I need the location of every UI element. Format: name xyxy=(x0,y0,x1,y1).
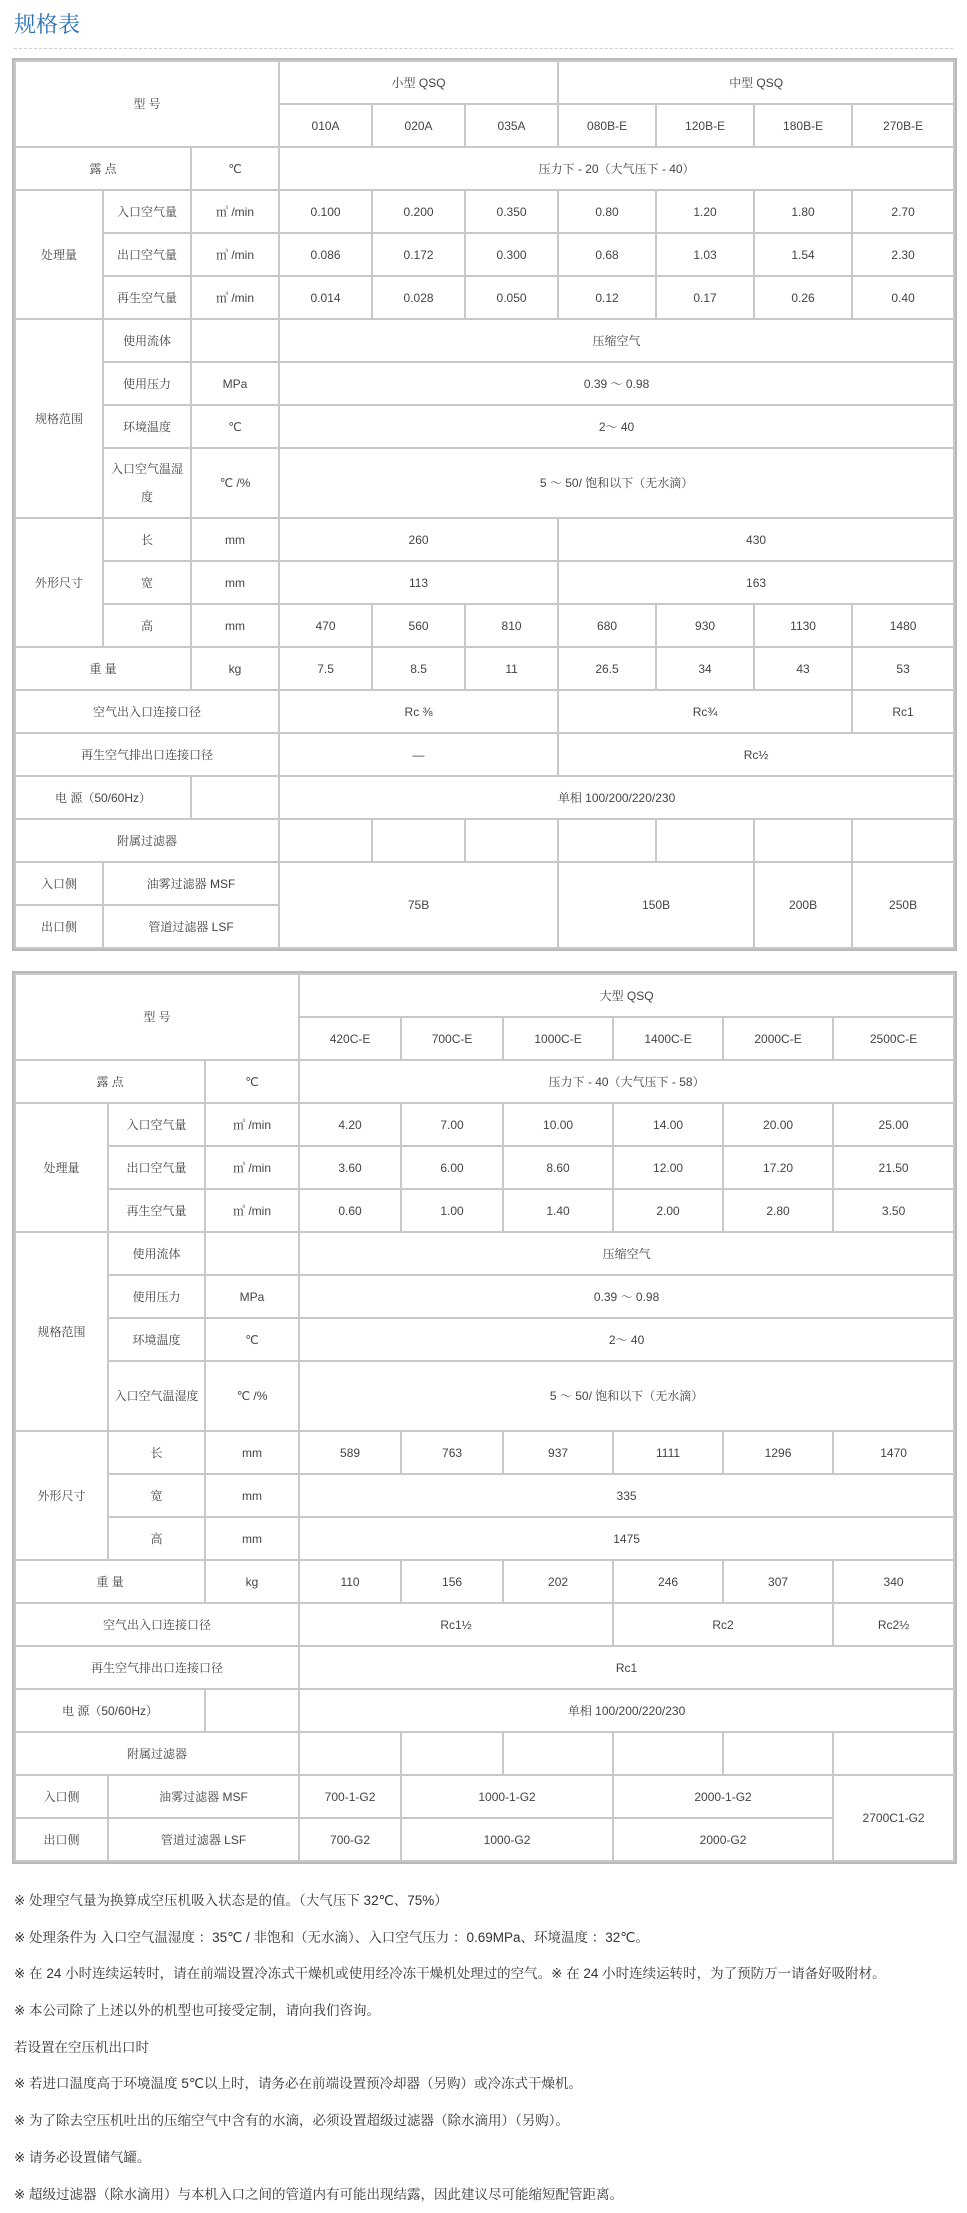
model-label: 型 号 xyxy=(15,974,299,1060)
row-label: 入口空气量 xyxy=(108,1103,205,1146)
cell-value: 2.00 xyxy=(613,1189,723,1232)
pressure-value: 0.39 ～ 0.98 xyxy=(299,1275,954,1318)
row-unit: mm xyxy=(205,1517,299,1560)
cell-value: 1.20 xyxy=(656,190,754,233)
cell-value: 307 xyxy=(723,1560,833,1603)
air-port-label: 空气出入口连接口径 xyxy=(15,1603,299,1646)
cell-value: 1480 xyxy=(852,604,954,647)
air-port-value: Rc2 xyxy=(613,1603,833,1646)
filter-value: 2700C1-G2 xyxy=(833,1775,954,1861)
weight-unit: kg xyxy=(205,1560,299,1603)
row-unit: ℃ xyxy=(205,1318,299,1361)
cell-value: 3.50 xyxy=(833,1189,954,1232)
cell-value: 1.80 xyxy=(754,190,852,233)
cell-value: 21.50 xyxy=(833,1146,954,1189)
cell-value: 20.00 xyxy=(723,1103,833,1146)
cell-value: 0.086 xyxy=(279,233,372,276)
air-port-value: Rc2½ xyxy=(833,1603,954,1646)
row-unit: mm xyxy=(191,561,279,604)
filter-value: 1000-G2 xyxy=(401,1818,613,1861)
model-name: 2500C-E xyxy=(833,1017,954,1060)
weight-label: 重 量 xyxy=(15,647,191,690)
row-label: 出口空气量 xyxy=(108,1146,205,1189)
row-label: 入口空气温湿度 xyxy=(108,1361,205,1431)
cell-value: 0.350 xyxy=(465,190,558,233)
cell-value: 25.00 xyxy=(833,1103,954,1146)
footnote: ※ 超级过滤器（除水滴用）与本机入口之间的管道内有可能出现结露，因此建议尽可能缩短配管距离。 xyxy=(14,2177,954,2213)
outlet-side-label: 出口侧 xyxy=(15,905,103,948)
footnote: ※ 若进口温度高于环境温度 5℃以上时，请务必在前端设置预冷却器（另购）或冷冻式干燥机。 xyxy=(14,2066,954,2103)
power-value: 单相 100/200/220/230 xyxy=(299,1689,954,1732)
row-label: 宽 xyxy=(108,1474,205,1517)
row-unit: MPa xyxy=(205,1275,299,1318)
filter-value: 200B xyxy=(754,862,852,948)
cell-value: 0.12 xyxy=(558,276,656,319)
cell-value: 0.100 xyxy=(279,190,372,233)
model-label: 型 号 xyxy=(15,61,279,147)
weight-unit: kg xyxy=(191,647,279,690)
height-value: 1475 xyxy=(299,1517,954,1560)
cell-value: 0.68 xyxy=(558,233,656,276)
filter-value: 2000-G2 xyxy=(613,1818,833,1861)
dew-point-unit: ℃ xyxy=(191,147,279,190)
model-name: 080B-E xyxy=(558,104,656,147)
length-small: 260 xyxy=(279,518,558,561)
cell-value: 589 xyxy=(299,1431,401,1474)
row-label: 入口空气温湿度 xyxy=(103,448,191,518)
cell-value: 156 xyxy=(401,1560,503,1603)
inlet-filter-label: 油雾过滤器 MSF xyxy=(103,862,279,905)
cell-value: 110 xyxy=(299,1560,401,1603)
air-port-value: Rc1½ xyxy=(299,1603,613,1646)
footnote: ※ 为了除去空压机吐出的压缩空气中含有的水滴，必须设置超级过滤器（除水滴用）（另购）。 xyxy=(14,2103,954,2140)
cell-value: 2.80 xyxy=(723,1189,833,1232)
filter-value: 1000-1-G2 xyxy=(401,1775,613,1818)
cell-value: 2.30 xyxy=(852,233,954,276)
cell-value: 0.60 xyxy=(299,1189,401,1232)
model-name: 010A xyxy=(279,104,372,147)
model-name: 700C-E xyxy=(401,1017,503,1060)
cell-value: 937 xyxy=(503,1431,613,1474)
row-unit: ㎥ /min xyxy=(205,1146,299,1189)
dew-point-value: 压力下 - 40（大气压下 - 58） xyxy=(299,1060,954,1103)
row-label: 入口空气量 xyxy=(103,190,191,233)
power-value: 单相 100/200/220/230 xyxy=(279,776,954,819)
cell-value: 3.60 xyxy=(299,1146,401,1189)
dew-point-unit: ℃ xyxy=(205,1060,299,1103)
row-label: 出口空气量 xyxy=(103,233,191,276)
row-unit: mm xyxy=(191,604,279,647)
cell-value: 1130 xyxy=(754,604,852,647)
dew-point-label: 露 点 xyxy=(15,1060,205,1103)
power-label: 电 源（50/60Hz） xyxy=(15,1689,205,1732)
inlet-filter-label: 油雾过滤器 MSF xyxy=(108,1775,299,1818)
regen-port-medium: Rc½ xyxy=(558,733,954,776)
ambient-value: 2～ 40 xyxy=(299,1318,954,1361)
cell-value: 2.70 xyxy=(852,190,954,233)
footnotes xyxy=(14,1883,954,2213)
row-label: 使用压力 xyxy=(103,362,191,405)
footnote: ※ 处理空气量为换算成空压机吸入状态是的值。（大气压下 32℃、75%） xyxy=(14,1883,954,1920)
width-medium: 163 xyxy=(558,561,954,604)
row-label: 高 xyxy=(103,604,191,647)
cell-value: 34 xyxy=(656,647,754,690)
dimensions-label: 外形尺寸 xyxy=(15,518,103,647)
model-name: 1400C-E xyxy=(613,1017,723,1060)
cell-value: 7.5 xyxy=(279,647,372,690)
pressure-value: 0.39 ～ 0.98 xyxy=(279,362,954,405)
cell-value: 763 xyxy=(401,1431,503,1474)
dew-point-value: 压力下 - 20（大气压下 - 40） xyxy=(279,147,954,190)
cell-value: 8.60 xyxy=(503,1146,613,1189)
air-port-label: 空气出入口连接口径 xyxy=(15,690,279,733)
regen-port-label: 再生空气排出口连接口径 xyxy=(15,1646,299,1689)
row-label: 高 xyxy=(108,1517,205,1560)
row-unit: ㎥ /min xyxy=(191,276,279,319)
row-label: 使用流体 xyxy=(103,319,191,362)
row-label: 使用流体 xyxy=(108,1232,205,1275)
row-label: 再生空气量 xyxy=(108,1189,205,1232)
row-unit: ㎥ /min xyxy=(191,233,279,276)
regen-port-small: — xyxy=(279,733,558,776)
filters-label: 附属过滤器 xyxy=(15,819,279,862)
cell-value: 6.00 xyxy=(401,1146,503,1189)
model-name: 180B-E xyxy=(754,104,852,147)
outlet-filter-label: 管道过滤器 LSF xyxy=(103,905,279,948)
outlet-filter-label: 管道过滤器 LSF xyxy=(108,1818,299,1861)
cell-value: 4.20 xyxy=(299,1103,401,1146)
model-name: 035A xyxy=(465,104,558,147)
row-unit: mm xyxy=(205,1431,299,1474)
cell-value: 1.40 xyxy=(503,1189,613,1232)
cell-value: 10.00 xyxy=(503,1103,613,1146)
filter-value: 700-1-G2 xyxy=(299,1775,401,1818)
title-divider xyxy=(14,48,953,49)
model-name: 2000C-E xyxy=(723,1017,833,1060)
filter-value: 75B xyxy=(279,862,558,948)
air-port-medium: Rc¾ xyxy=(558,690,852,733)
group-medium-qsq: 中型 QSQ xyxy=(558,61,954,104)
row-unit: ℃ /% xyxy=(205,1361,299,1431)
cell-value: 470 xyxy=(279,604,372,647)
cell-value: 0.17 xyxy=(656,276,754,319)
cell-value: 1296 xyxy=(723,1431,833,1474)
filter-value: 700-G2 xyxy=(299,1818,401,1861)
cell-value: 0.300 xyxy=(465,233,558,276)
footnote-subheading: 若设置在空压机出口时 xyxy=(14,2030,954,2067)
cell-value: 680 xyxy=(558,604,656,647)
cell-value: 43 xyxy=(754,647,852,690)
model-name: 1000C-E xyxy=(503,1017,613,1060)
cell-value: 1111 xyxy=(613,1431,723,1474)
page-title: 规格表 xyxy=(14,8,80,42)
cell-value: 0.80 xyxy=(558,190,656,233)
model-name: 420C-E xyxy=(299,1017,401,1060)
cell-value: 930 xyxy=(656,604,754,647)
air-port-small: Rc ⅜ xyxy=(279,690,558,733)
outlet-side-label: 出口侧 xyxy=(15,1818,108,1861)
footnote: ※ 请务必设置储气罐。 xyxy=(14,2140,954,2177)
spec-table-small-medium xyxy=(14,60,955,949)
ambient-value: 2～ 40 xyxy=(279,405,954,448)
cell-value: 53 xyxy=(852,647,954,690)
model-name: 270B-E xyxy=(852,104,954,147)
cell-value: 11 xyxy=(465,647,558,690)
cell-value: 1.03 xyxy=(656,233,754,276)
cell-value: 14.00 xyxy=(613,1103,723,1146)
row-unit: ㎥ /min xyxy=(205,1103,299,1146)
length-medium: 430 xyxy=(558,518,954,561)
cell-value: 246 xyxy=(613,1560,723,1603)
group-large-qsq: 大型 QSQ xyxy=(299,974,954,1017)
filter-value: 250B xyxy=(852,862,954,948)
row-label: 长 xyxy=(108,1431,205,1474)
inlet-side-label: 入口侧 xyxy=(15,1775,108,1818)
cell-value: 340 xyxy=(833,1560,954,1603)
filter-value: 150B xyxy=(558,862,754,948)
group-small-qsq: 小型 QSQ xyxy=(279,61,558,104)
processing-label: 处理量 xyxy=(15,190,103,319)
row-unit: ㎥ /min xyxy=(191,190,279,233)
row-label: 使用压力 xyxy=(108,1275,205,1318)
row-unit xyxy=(191,319,279,362)
cell-value: 0.014 xyxy=(279,276,372,319)
dimensions-label: 外形尺寸 xyxy=(15,1431,108,1560)
row-label: 再生空气量 xyxy=(103,276,191,319)
row-unit: mm xyxy=(191,518,279,561)
cell-value: 0.028 xyxy=(372,276,465,319)
power-label: 电 源（50/60Hz） xyxy=(15,776,191,819)
row-unit: MPa xyxy=(191,362,279,405)
cell-value: 0.050 xyxy=(465,276,558,319)
inlet-temp-hum-value: 5 ～ 50/ 饱和以下（无水滴） xyxy=(279,448,954,518)
row-label: 环境温度 xyxy=(103,405,191,448)
row-unit: mm xyxy=(205,1474,299,1517)
spec-range-label: 规格范围 xyxy=(15,319,103,518)
cell-value: 26.5 xyxy=(558,647,656,690)
row-label: 环境温度 xyxy=(108,1318,205,1361)
inlet-side-label: 入口侧 xyxy=(15,862,103,905)
cell-value: 0.172 xyxy=(372,233,465,276)
footnote: ※ 处理条件为 入口空气温湿度 ：35℃ / 非饱和（无水滴）、入口空气压力 ：0.69MPa、环境温度 ：32℃。 xyxy=(14,1920,954,1957)
fluid-value: 压缩空气 xyxy=(299,1232,954,1275)
filters-label: 附属过滤器 xyxy=(15,1732,299,1775)
width-small: 113 xyxy=(279,561,558,604)
model-name: 120B-E xyxy=(656,104,754,147)
regen-port-value: Rc1 xyxy=(299,1646,954,1689)
processing-label: 处理量 xyxy=(15,1103,108,1232)
air-port-270b: Rc1 xyxy=(852,690,954,733)
fluid-value: 压缩空气 xyxy=(279,319,954,362)
model-name: 020A xyxy=(372,104,465,147)
width-value: 335 xyxy=(299,1474,954,1517)
cell-value: 1.00 xyxy=(401,1189,503,1232)
row-label: 长 xyxy=(103,518,191,561)
cell-value: 1.54 xyxy=(754,233,852,276)
cell-value: 0.40 xyxy=(852,276,954,319)
cell-value: 12.00 xyxy=(613,1146,723,1189)
cell-value: 1470 xyxy=(833,1431,954,1474)
row-unit: ℃ /% xyxy=(191,448,279,518)
row-unit xyxy=(205,1232,299,1275)
row-unit: ℃ xyxy=(191,405,279,448)
cell-value: 17.20 xyxy=(723,1146,833,1189)
spec-table-large xyxy=(14,973,955,1862)
cell-value: 560 xyxy=(372,604,465,647)
weight-label: 重 量 xyxy=(15,1560,205,1603)
cell-value: 0.26 xyxy=(754,276,852,319)
spec-range-label: 规格范围 xyxy=(15,1232,108,1431)
row-label: 宽 xyxy=(103,561,191,604)
row-unit: ㎥ /min xyxy=(205,1189,299,1232)
footnote: ※ 在 24 小时连续运转时，请在前端设置冷冻式干燥机或使用经冷冻干燥机处理过的空气。※ 在 24 小时连续运转时，为了预防万一请备好吸附材。 xyxy=(14,1956,954,1993)
footnote: ※ 本公司除了上述以外的机型也可接受定制，请向我们咨询。 xyxy=(14,1993,954,2030)
dew-point-label: 露 点 xyxy=(15,147,191,190)
filter-value: 2000-1-G2 xyxy=(613,1775,833,1818)
regen-port-label: 再生空气排出口连接口径 xyxy=(15,733,279,776)
cell-value: 202 xyxy=(503,1560,613,1603)
cell-value: 810 xyxy=(465,604,558,647)
cell-value: 0.200 xyxy=(372,190,465,233)
cell-value: 7.00 xyxy=(401,1103,503,1146)
cell-value: 8.5 xyxy=(372,647,465,690)
inlet-temp-hum-value: 5 ～ 50/ 饱和以下（无水滴） xyxy=(299,1361,954,1431)
